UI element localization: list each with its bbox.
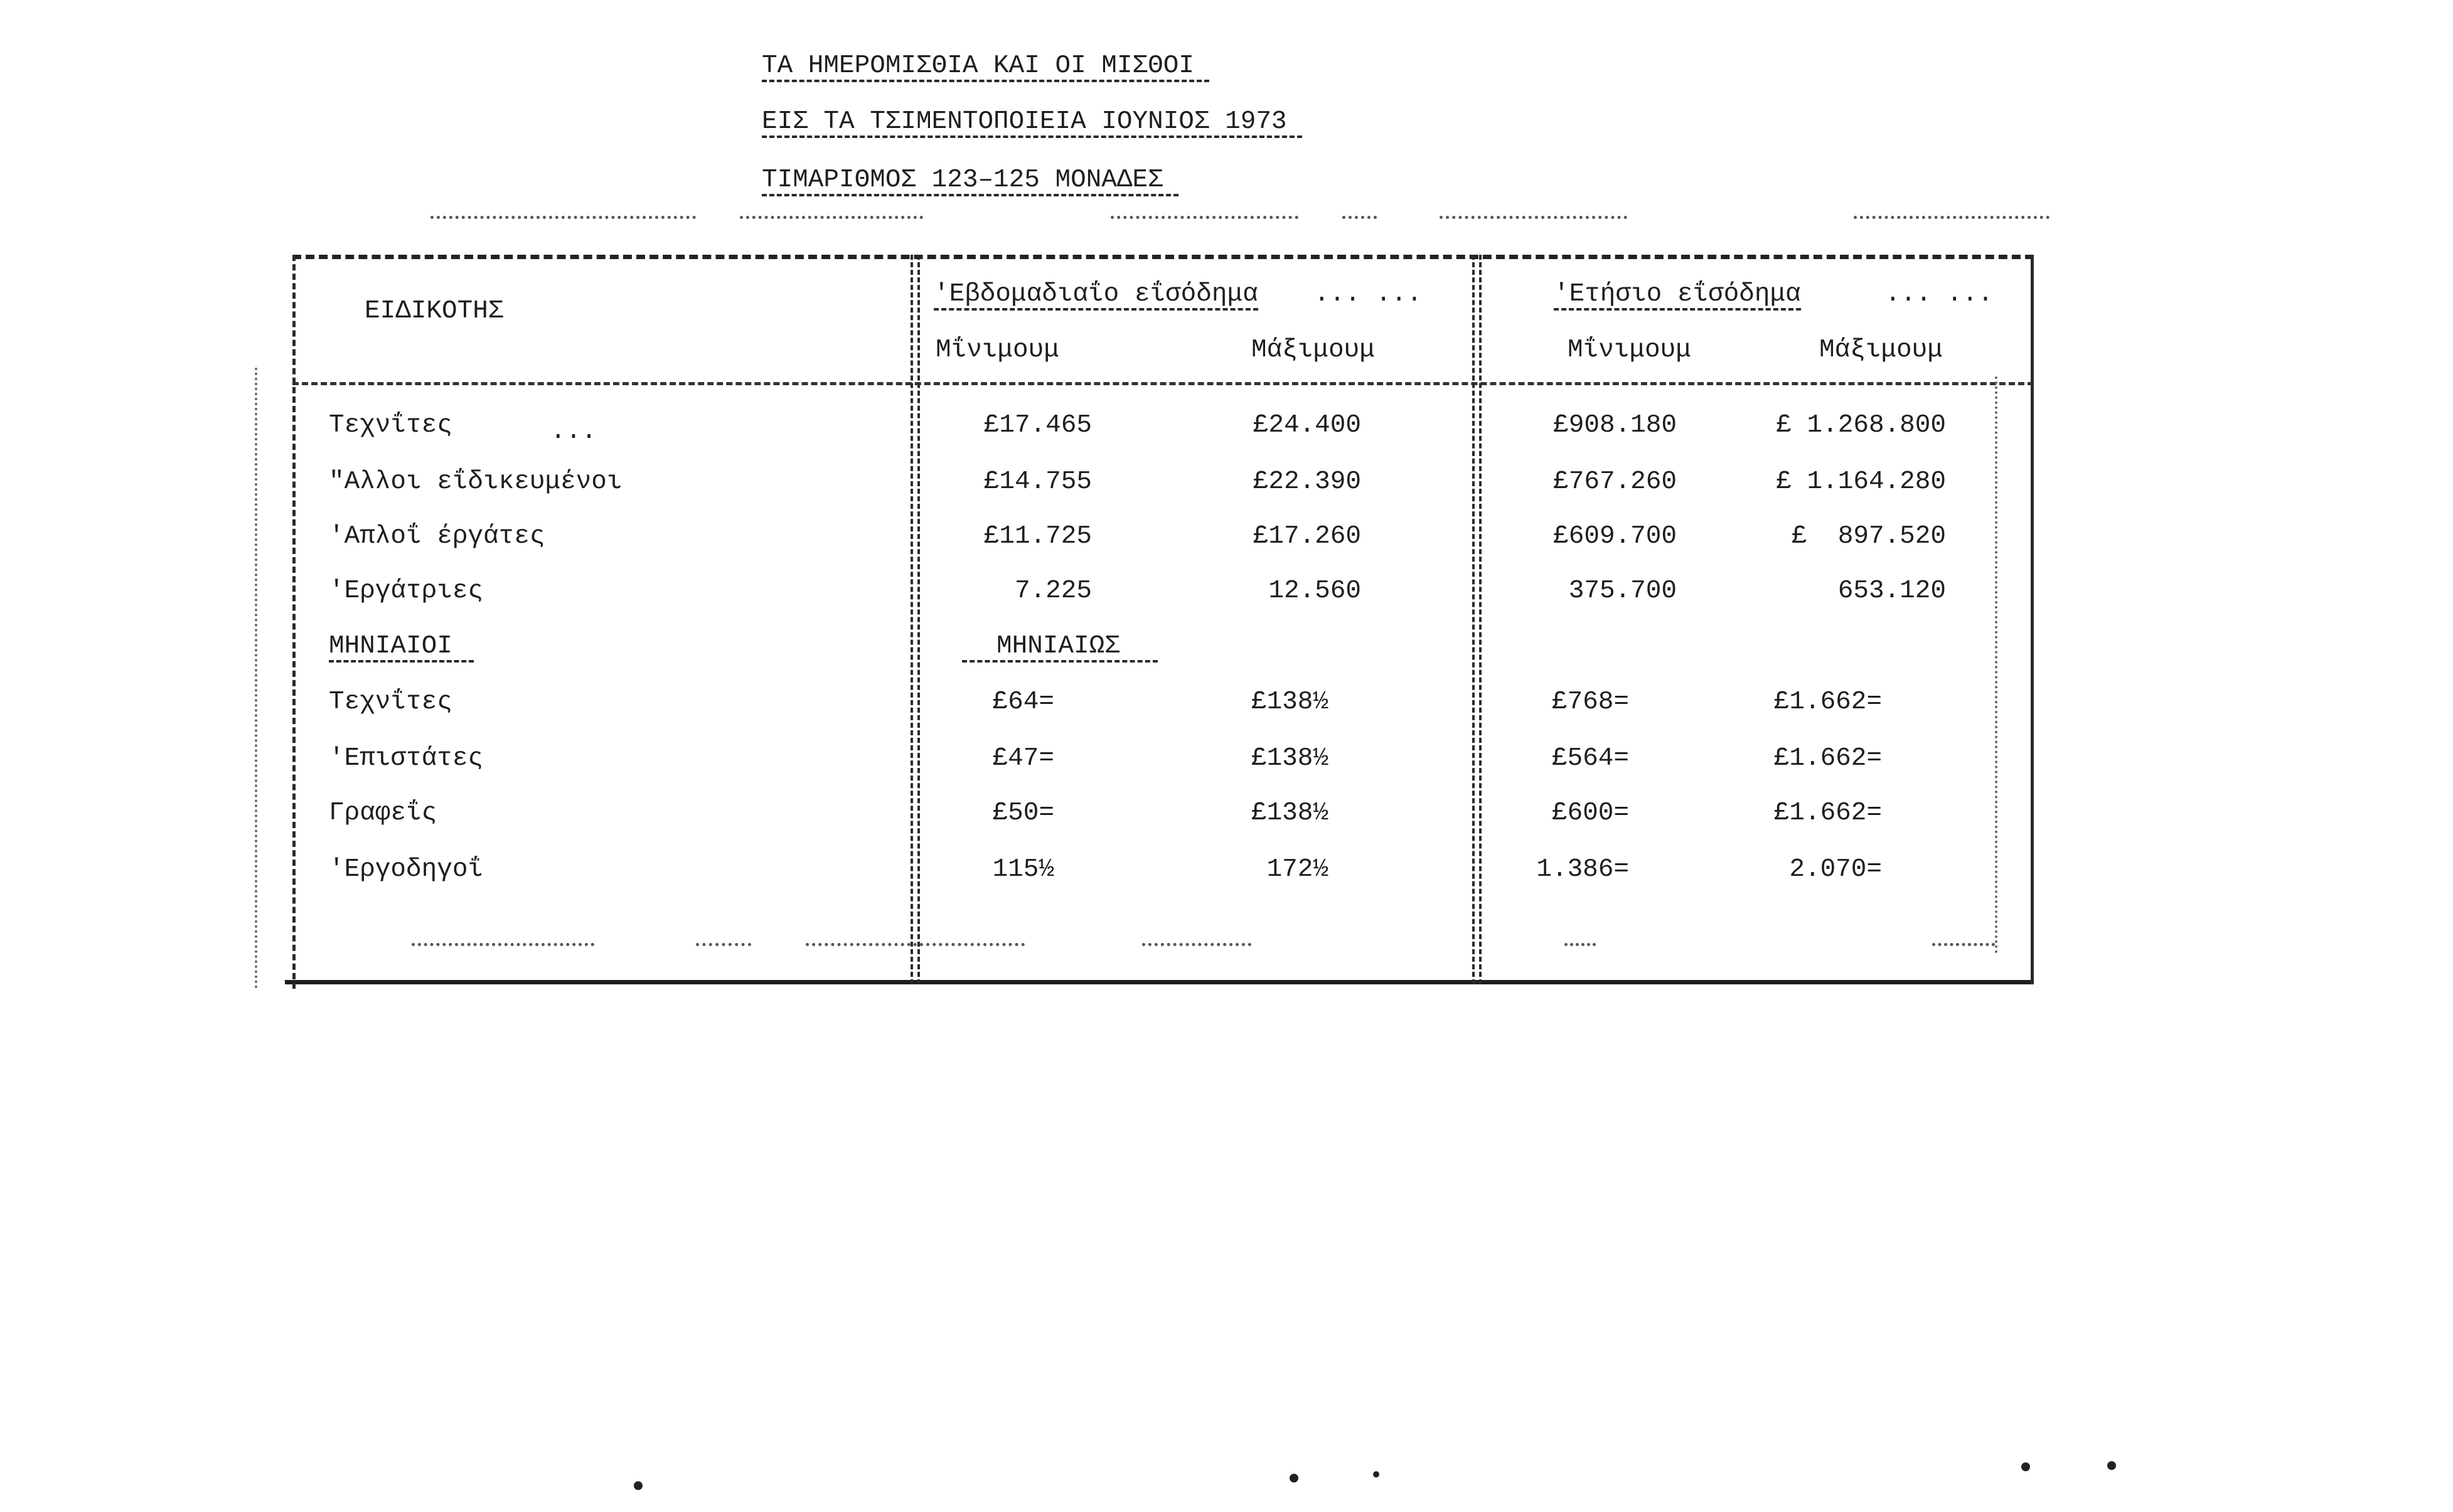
dotted-rule — [1142, 943, 1251, 946]
table-row — [0, 411, 2453, 446]
table-row — [0, 523, 2453, 550]
annual-max-value: £ 897.520 — [1791, 522, 1946, 551]
title-line-1: ΤΑ ΗΜΕΡΟΜΙΣΘΙΑ ΚΑΙ ΟΙ ΜΙΣΘΟΙ — [762, 52, 1209, 82]
weekly-max-value: £22.390 — [1253, 467, 1361, 496]
annual-min-value: £908.180 — [1553, 411, 1677, 440]
monthly-max-value: £138½ — [1251, 799, 1328, 828]
annual-max-value: £1.662= — [1773, 688, 1882, 716]
section-heading-row — [0, 632, 2453, 660]
weekly-max-value: £24.400 — [1253, 411, 1361, 440]
weekly-max-value: £17.260 — [1253, 522, 1361, 551]
monthly-max-value: 172½ — [1266, 855, 1328, 884]
annual-max-value: £ 1.164.280 — [1776, 467, 1946, 496]
title-line-2: ΕΙΣ ΤΑ ΤΣΙΜΕΝΤΟΠΟΙΕΙΑ ΙΟΥΝΙΟΣ 1973 — [762, 108, 1302, 138]
table-row — [0, 688, 2453, 716]
row-label: Τεχνΐτες — [329, 411, 452, 440]
annual-min-value: 1.386= — [1536, 855, 1629, 884]
weekly-min-value: £11.725 — [983, 522, 1092, 551]
header-weekly-dots: ... ... — [1314, 280, 1423, 309]
monthly-max-value: £138½ — [1251, 688, 1328, 716]
row-label: Γραφεΐς — [329, 799, 437, 828]
annual-min-value: £768= — [1551, 688, 1629, 716]
dotted-rule — [412, 943, 594, 946]
weekly-min-value: £14.755 — [983, 467, 1092, 496]
table-row — [0, 577, 2453, 605]
dotted-rule — [1342, 216, 1377, 219]
annual-max-value: £ 1.268.800 — [1776, 411, 1946, 440]
header-annual-min: Μΐνιμουμ — [1568, 336, 1691, 365]
annual-min-value: £600= — [1551, 799, 1629, 828]
dotted-rule — [1111, 216, 1298, 219]
row-label: 'Εργάτριες — [329, 577, 484, 605]
scan-speck — [2107, 1461, 2116, 1470]
annual-min-value: £564= — [1551, 744, 1629, 773]
scan-speck — [1290, 1474, 1298, 1483]
annual-max-value: £1.662= — [1773, 744, 1882, 773]
scan-speck — [2021, 1462, 2030, 1471]
dotted-rule — [1932, 943, 1995, 946]
scan-speck — [634, 1481, 643, 1490]
header-annual-max: Μάξιμουμ — [1819, 336, 1943, 365]
header-annual-dots: ... ... — [1885, 280, 1994, 309]
header-separator — [292, 382, 2034, 385]
monthly-min-value: £50= — [992, 799, 1054, 828]
row-label: "Αλλοι εΐδικευμένοι — [329, 467, 623, 496]
annual-min-value: £609.700 — [1553, 522, 1677, 551]
monthly-period-label: ΜΗΝΙΑΙΩΣ — [962, 632, 1158, 663]
monthly-min-value: £47= — [992, 744, 1054, 773]
dotted-rule — [1440, 216, 1627, 219]
header-specialty: ΕΙΔΙΚΟΤΗΣ — [365, 297, 504, 326]
weekly-min-value: £17.465 — [983, 411, 1092, 440]
annual-max-value: £1.662= — [1773, 799, 1882, 828]
table-row — [0, 856, 2453, 883]
header-annual-income: 'Ετήσιο εΐσόδημα — [1554, 280, 1801, 311]
dotted-rule — [1564, 943, 1596, 946]
table-bottom-border — [285, 980, 2034, 984]
monthly-section-label: ΜΗΝΙΑΙΟΙ — [329, 632, 474, 663]
scan-speck — [1373, 1471, 1379, 1477]
table-row — [0, 745, 2453, 772]
monthly-max-value: £138½ — [1251, 744, 1328, 773]
row-label: 'Απλοΐ έργάτες — [329, 522, 545, 551]
table-row — [0, 468, 2453, 496]
dotted-margin-line — [255, 368, 257, 989]
header-weekly-income: 'Εβδομαδιαΐο εΐσόδημα — [934, 280, 1258, 311]
annual-max-value: 653.120 — [1837, 577, 1946, 605]
monthly-min-value: £64= — [992, 688, 1054, 716]
weekly-min-value: 7.225 — [1014, 577, 1092, 605]
annual-max-value: 2.070= — [1789, 855, 1882, 884]
header-weekly-max: Μάξιμουμ — [1251, 336, 1375, 365]
table-top-border — [292, 255, 2034, 259]
header-weekly-min: Μΐνιμουμ — [936, 336, 1059, 365]
monthly-min-value: 115½ — [992, 855, 1054, 884]
dotted-rule — [740, 216, 923, 219]
title-line-3: ΤΙΜΑΡΙΘΜΟΣ 123–125 ΜΟΝΑΔΕΣ — [762, 166, 1178, 196]
row-label: 'Επιστάτες — [329, 744, 484, 773]
dotted-rule — [806, 943, 1025, 946]
row-label-note: ... — [550, 417, 597, 446]
row-label: 'Εργοδηγοΐ — [329, 855, 484, 884]
dotted-rule — [696, 943, 751, 946]
annual-min-value: £767.260 — [1553, 467, 1677, 496]
annual-min-value: 375.700 — [1568, 577, 1677, 605]
weekly-max-value: 12.560 — [1268, 577, 1361, 605]
row-label: Τεχνΐτες — [329, 688, 452, 716]
dotted-rule — [1854, 216, 2050, 219]
table-row — [0, 799, 2453, 827]
dotted-rule — [430, 216, 696, 219]
